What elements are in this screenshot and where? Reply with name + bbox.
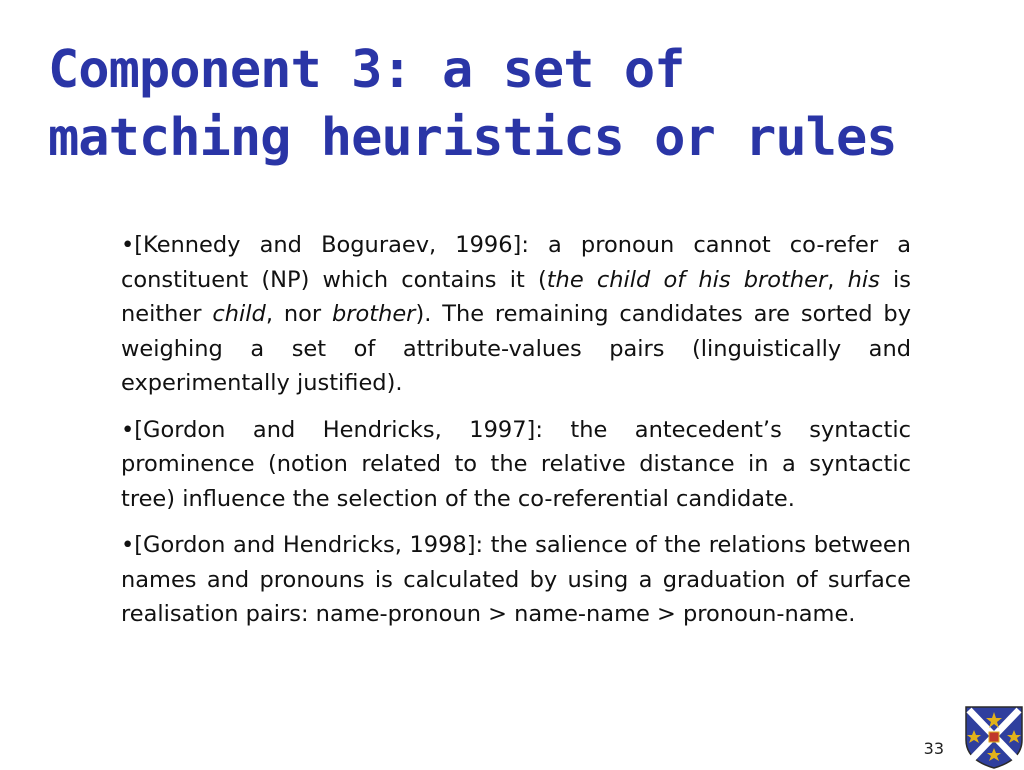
bullet-item <box>121 228 911 401</box>
bullet-list <box>121 228 911 644</box>
bullet-text: , nor <box>265 301 332 327</box>
title-line-1: Component 3: a set of <box>48 40 685 100</box>
bullet-text-italic: the child of his brother <box>546 266 828 293</box>
bullet-text: is neither <box>121 266 911 327</box>
bullet-text: [Gordon and Hendricks, 1997]: the antecedent’s syntactic prominence (notion related to the relative distance in a syntactic tree) influence the selection of the co-referential candidate. <box>121 416 911 512</box>
bullet-text: [Gordon and Hendricks, 1998]: the salience of the relations between names and pronouns is calculated by using a graduation of surface realisation pairs: name-pronoun > name-name > pronoun-name. <box>121 532 911 627</box>
university-crest-icon <box>963 704 1024 770</box>
bullet-marker: • <box>121 532 135 558</box>
bullet-item <box>121 528 911 632</box>
bullet-text: ). The remaining candidates are sorted by weighing a set of attribute-values pairs (linguistically and experimentally justified). <box>121 301 912 396</box>
bullet-item <box>121 413 911 517</box>
crest-center <box>989 732 999 742</box>
title-line-2: matching heuristics or rules <box>48 108 897 168</box>
bullet-text-italic: his <box>847 266 880 293</box>
bullet-marker: • <box>121 416 135 443</box>
bullet-text: , <box>827 266 848 293</box>
slide-title <box>48 36 968 172</box>
bullet-text-italic: brother <box>331 301 416 327</box>
bullet-text-italic: child <box>212 301 266 327</box>
bullet-text: [Kennedy and Boguraev, 1996]: a pronoun cannot co-refer a constituent (NP) which contains it ( <box>121 232 911 293</box>
bullet-marker: • <box>121 232 135 258</box>
page-number: 33 <box>923 739 944 758</box>
